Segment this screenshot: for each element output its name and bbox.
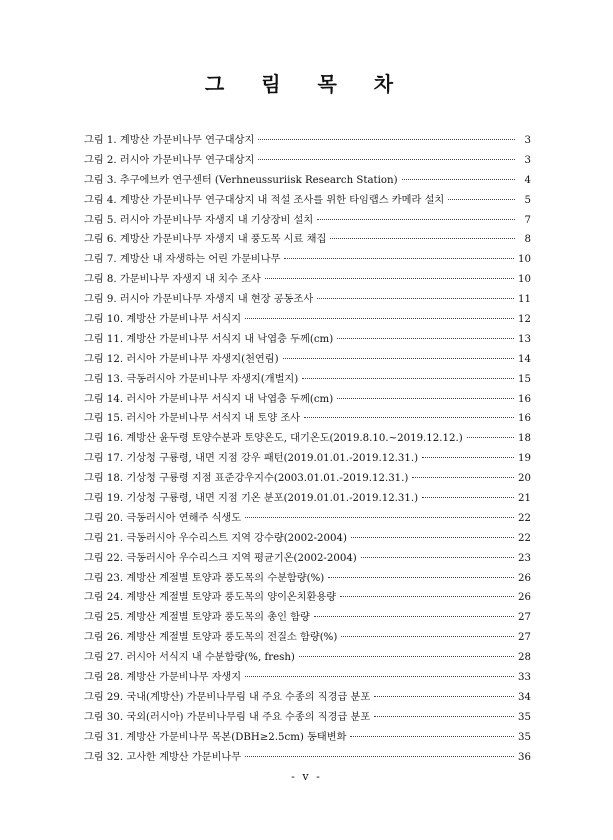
dot-leader (361, 557, 514, 558)
toc-entry[interactable] (84, 688, 531, 708)
dot-leader (374, 716, 514, 717)
toc-entry-page: 21 (518, 493, 531, 505)
toc-entry-label: 그림 19. 기상청 구룡령, 내면 지점 기온 분포(2019.01.01.-2019.12.31.) (84, 493, 419, 505)
dot-leader (284, 258, 514, 259)
toc-entry-label: 그림 25. 계방산 계절별 토양과 풍도목의 총인 함량 (84, 612, 310, 624)
toc-entry-page: 10 (518, 254, 531, 266)
toc-entry-page: 26 (518, 592, 531, 604)
dot-leader (317, 298, 514, 299)
dot-leader (245, 676, 514, 677)
toc-entry-page: 28 (518, 652, 531, 664)
toc-entry-label: 그림 9. 러시아 가문비나무 자생지 내 현장 공동조사 (84, 294, 314, 306)
dot-leader (245, 756, 514, 757)
dot-leader (317, 219, 515, 220)
dot-leader (283, 358, 514, 359)
toc-entry-page: 22 (518, 532, 531, 544)
toc-entry-page: 27 (518, 612, 531, 624)
toc-entry[interactable] (84, 270, 531, 290)
toc-entry[interactable] (84, 708, 531, 728)
dot-leader (402, 179, 515, 180)
toc-entry[interactable] (84, 509, 531, 529)
toc-entry-label: 그림 30. 국외(러시아) 가문비나무림 내 주요 수종의 직경급 분포 (84, 711, 371, 723)
dot-leader (337, 398, 514, 399)
toc-entry[interactable] (84, 250, 531, 270)
toc-entry-page: 20 (518, 473, 531, 485)
page-title: 그 림 목 차 (204, 72, 409, 96)
toc-entry-label: 그림 1. 계방산 가문비나무 연구대상지 (84, 135, 255, 146)
figure-list (84, 131, 531, 768)
toc-entry-label: 그림 4. 계방산 가문비나무 연구대상지 내 적설 조사를 위한 타임랩스 카메라 설치 (84, 194, 445, 206)
toc-entry-label: 그림 32. 고사한 계방산 가문비나무 (84, 751, 242, 763)
toc-entry-label: 그림 23. 계방산 계절별 토양과 풍도목의 수분함량(%) (84, 572, 325, 584)
toc-entry[interactable] (84, 628, 531, 648)
dot-leader (374, 696, 514, 697)
toc-entry-page: 27 (518, 632, 531, 644)
toc-entry-label: 그림 31. 계방산 가문비나무 목본(DBH≥2.5cm) 동태변화 (84, 731, 347, 743)
toc-entry-label: 그림 28. 계방산 가문비나무 자생지 (84, 672, 242, 684)
dot-leader (299, 656, 514, 657)
toc-entry-label: 그림 22. 극동러시아 우수리스크 지역 평균기온(2002-2004) (84, 552, 357, 564)
toc-entry[interactable] (84, 211, 531, 231)
dot-leader (245, 517, 514, 518)
dot-leader (330, 238, 515, 239)
toc-entry[interactable] (84, 668, 531, 688)
toc-entry-label: 그림 5. 러시아 가문비나무 자생지 내 기상장비 설치 (84, 214, 314, 226)
dot-leader (258, 139, 515, 140)
toc-entry[interactable] (84, 131, 531, 151)
toc-entry[interactable] (84, 549, 531, 569)
toc-entry-page: 15 (518, 373, 531, 385)
toc-entry-label: 그림 12. 러시아 가문비나무 자생지(천연림) (84, 353, 279, 365)
toc-entry-label: 그림 24. 계방산 계절별 토양과 풍도목의 양이온치환용량 (84, 592, 337, 604)
dot-leader (265, 278, 514, 279)
toc-entry-label: 그림 16. 계방산 윤두령 토양수분과 토양온도, 대기온도(2019.8.10.~2019.12.12.) (84, 433, 463, 445)
toc-entry[interactable] (84, 648, 531, 668)
page-number-footer: - v - (291, 770, 322, 783)
dot-leader (337, 338, 514, 339)
toc-entry[interactable] (84, 588, 531, 608)
dot-leader (340, 596, 514, 597)
dot-leader (302, 378, 514, 379)
toc-entry[interactable] (84, 469, 531, 489)
dot-leader (448, 199, 515, 200)
toc-entry-page: 35 (518, 731, 531, 743)
dot-leader (422, 457, 514, 458)
toc-entry-page: 16 (518, 393, 531, 405)
toc-entry[interactable] (84, 390, 531, 410)
toc-entry[interactable] (84, 728, 531, 748)
toc-entry-label: 그림 29. 국내(계방산) 가문비나무림 내 주요 수종의 직경급 분포 (84, 691, 371, 703)
toc-entry[interactable] (84, 330, 531, 350)
toc-entry-page: 16 (518, 413, 531, 425)
dot-leader (328, 577, 514, 578)
toc-entry-label: 그림 18. 기상청 구룡령 지점 표준강우지수(2003.01.01.-2019.12.31.) (84, 473, 409, 485)
dot-leader (314, 616, 514, 617)
toc-entry-page: 22 (518, 512, 531, 524)
toc-entry-page: 19 (518, 453, 531, 465)
toc-entry-page: 12 (518, 314, 531, 326)
toc-entry-page: 5 (524, 194, 531, 206)
dot-leader (422, 497, 514, 498)
toc-entry[interactable] (84, 748, 531, 768)
toc-entry-page: 10 (518, 274, 531, 286)
dot-leader (258, 159, 515, 160)
toc-entry[interactable] (84, 529, 531, 549)
toc-entry[interactable] (84, 370, 531, 390)
toc-entry[interactable] (84, 191, 531, 211)
toc-entry-label: 그림 13. 극동러시아 가문비나무 자생지(개벌지) (84, 373, 299, 385)
toc-entry[interactable] (84, 429, 531, 449)
toc-entry-page: 3 (524, 154, 531, 166)
toc-entry[interactable] (84, 151, 531, 171)
toc-entry-label: 그림 15. 러시아 가문비나무 서식지 내 토양 조사 (84, 413, 301, 425)
toc-entry-label: 그림 8. 가문비나무 자생지 내 치수 조사 (84, 274, 261, 286)
toc-entry-page: 34 (518, 691, 531, 703)
dot-leader (245, 318, 514, 319)
toc-entry-label: 그림 7. 계방산 내 자생하는 어린 가문비나무 (84, 254, 281, 266)
dot-leader (304, 417, 514, 418)
dot-leader (351, 537, 514, 538)
toc-entry-page: 23 (518, 552, 531, 564)
dot-leader (412, 477, 514, 478)
toc-entry[interactable] (84, 608, 531, 628)
toc-entry-label: 그림 3. 추구에브카 연구센터 (Verhneussuriisk Research Station) (84, 174, 398, 186)
toc-entry-label: 그림 6. 계방산 가문비나무 자생지 내 풍도목 시료 채집 (84, 234, 327, 246)
toc-entry[interactable] (84, 409, 531, 429)
toc-entry-page: 36 (518, 751, 531, 763)
toc-entry-label: 그림 17. 기상청 구룡령, 내면 지점 강우 패턴(2019.01.01.-2019.12.31.) (84, 453, 419, 465)
toc-entry-page: 8 (524, 234, 531, 246)
toc-entry-label: 그림 11. 계방산 가문비나무 서식지 내 낙엽층 두께(cm) (84, 333, 334, 345)
toc-entry-page: 11 (518, 294, 531, 306)
toc-entry-page: 3 (524, 135, 531, 146)
toc-entry-page: 35 (518, 711, 531, 723)
dot-leader (341, 636, 514, 637)
toc-entry-page: 13 (518, 333, 531, 345)
dot-leader (467, 437, 514, 438)
toc-entry-label: 그림 21. 극동러시아 우수리스트 지역 강수량(2002-2004) (84, 532, 347, 544)
toc-entry[interactable] (84, 171, 531, 191)
toc-entry[interactable] (84, 449, 531, 469)
toc-entry[interactable] (84, 290, 531, 310)
toc-entry[interactable] (84, 569, 531, 589)
toc-entry-label: 그림 2. 러시아 가문비나무 연구대상지 (84, 154, 255, 166)
toc-entry-label: 그림 10. 계방산 가문비나무 서식지 (84, 314, 242, 326)
toc-entry-page: 7 (524, 214, 531, 226)
toc-entry-page: 14 (518, 353, 531, 365)
toc-entry[interactable] (84, 230, 531, 250)
toc-entry-page: 26 (518, 572, 531, 584)
toc-entry-page: 18 (518, 433, 531, 445)
toc-entry-label: 그림 20. 극동러시아 연해주 식생도 (84, 512, 242, 524)
toc-entry[interactable] (84, 350, 531, 370)
toc-entry-label: 그림 14. 러시아 가문비나무 서식지 내 낙엽층 두께(cm) (84, 393, 334, 405)
toc-entry-label: 그림 26. 계방산 계절별 토양과 풍도목의 전질소 함량(%) (84, 632, 338, 644)
toc-entry[interactable] (84, 310, 531, 330)
toc-entry-page: 33 (518, 672, 531, 684)
dot-leader (350, 736, 514, 737)
toc-entry-page: 4 (524, 174, 531, 186)
toc-entry-label: 그림 27. 러시아 서식지 내 수분함량(%, fresh) (84, 652, 295, 664)
toc-entry[interactable] (84, 489, 531, 509)
